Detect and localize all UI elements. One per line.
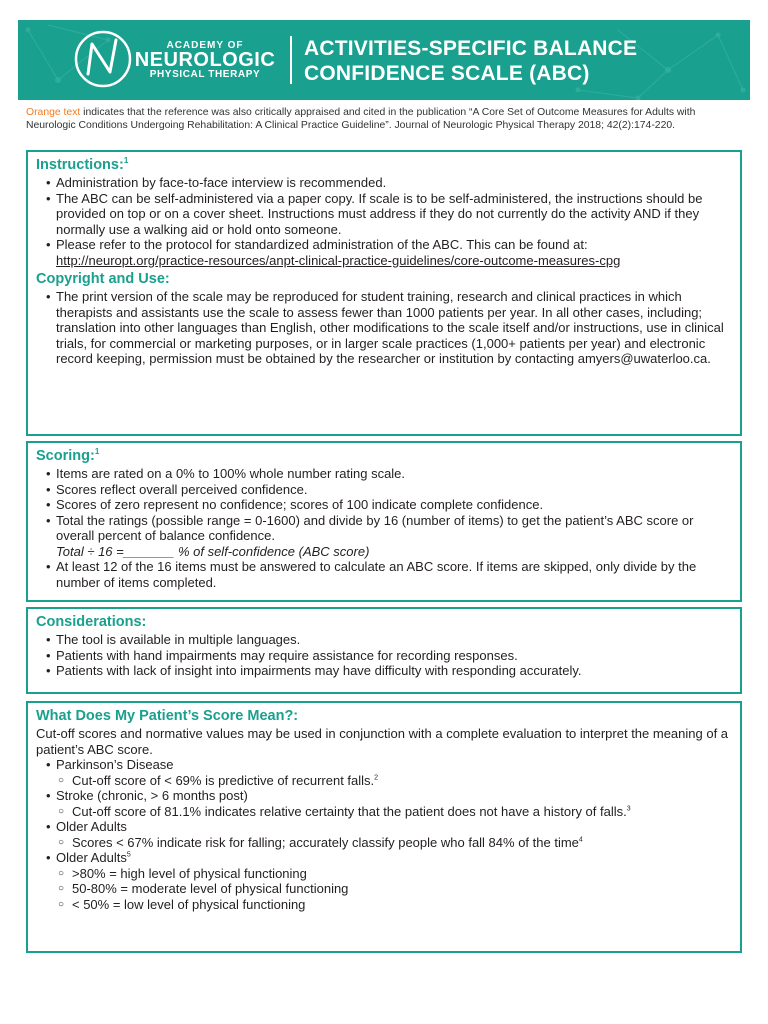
intro-note (26, 106, 742, 132)
page-title (304, 36, 637, 86)
list-item: • Older Adults$^5$ (36, 850, 732, 866)
logo-line-2: NEUROLOGIC (134, 49, 276, 71)
logo-wordmark (130, 40, 280, 80)
intro-text: indicates that the reference was also critically appraised and cited in the publication “A Core Set of Outcome Measures for Adults with Neurologic Conditions Undergoing Rehabilitation: A Clinical Practice Guideline”. Journal of Neurologic Physical Therapy 2018; 42(2):174-220. (26, 107, 696, 131)
list-item: ○ >80% = high level of physical functioning (36, 866, 732, 882)
considerations-heading: Considerations: (36, 614, 147, 630)
list-item: • The print version of the scale may be reproduced for student training, research and clinical practices in which therapists and assistants use the scale to assess fewer than 1000 patients per year. In all other cases, including; translation into other languages than English, other modifications to the scale itself and/or instructions, use in clinical trials, for commercial or marketing purposes, or in larger scale practices (1,000+ patients per year) and electronic record keeping, permission must be obtained by the researcher or institution by contacting amyers@uwaterloo.ca. (36, 289, 732, 367)
list-item: • Items are rated on a 0% to 100% whole number rating scale. (36, 466, 732, 482)
list-item: • Please refer to the protocol for standardized administration of the ABC. This can be found at: http://neuropt.org/practice-resources/anpt-clinical-practice-guidelines/core-outcome-measures-cpg (36, 237, 732, 268)
list-item: • Administration by face-to-face interview is recommended. (36, 175, 732, 191)
considerations-box (26, 607, 742, 694)
list-item: ○ 50-80% = moderate level of physical functioning (36, 881, 732, 897)
list-item: • Stroke (chronic, > 6 months post) (36, 788, 732, 804)
score-formula: Total ÷ 16 =_______ % of self-confidence (ABC score) (56, 543, 370, 559)
logo-line-1: ACADEMY OF (166, 40, 244, 51)
list-item: • Scores of zero represent no confidence; scores of 100 indicate complete confidence. (36, 497, 732, 513)
instructions-heading: Instructions:$^1$ (36, 156, 129, 173)
copyright-heading: Copyright and Use: (36, 271, 170, 287)
list-item: • Total the ratings (possible range = 0-1600) and divide by 16 (number of items) to get the patient’s ABC score or overall percent of balance confidence. Total ÷ 16 =_______ % of self-confidence (ABC score) (36, 513, 732, 560)
list-item: ○ Cut-off score of < 69% is predictive of recurrent falls.$^2$ (36, 773, 732, 789)
scoring-heading: Scoring:$^1$ (36, 447, 100, 464)
list-item: • At least 12 of the 16 items must be answered to calculate an ABC score. If items are skipped, only divide by the number of items completed. (36, 559, 732, 590)
header-banner (18, 20, 750, 100)
list-item: ○ Scores < 67% indicate risk for falling; accurately classify people who fall 84% of the time$^4$ (36, 835, 732, 851)
list-item: ○ Cut-off score of 81.1% indicates relative certainty that the patient does not have a history of falls.$^3$ (36, 804, 732, 820)
list-item: • The tool is available in multiple languages. (36, 632, 732, 648)
title-line-1: ACTIVITIES-SPECIFIC BALANCE (304, 37, 638, 60)
title-line-2: CONFIDENCE SCALE (ABC) (304, 62, 590, 85)
anpt-logo-icon (70, 26, 136, 92)
list-item: ○ < 50% = low level of physical functioning (36, 897, 732, 913)
score-meaning-intro: Cut-off scores and normative values may be used in conjunction with a complete evaluation to interpret the meaning of a patient’s ABC score. (36, 726, 729, 757)
logo-line-3: PHYSICAL THERAPY (149, 69, 261, 80)
list-item: • Older Adults (36, 819, 732, 835)
list-item: • Patients with lack of insight into impairments may have difficulty with responding accurately. (36, 663, 732, 679)
list-item: • Patients with hand impairments may require assistance for recording responses. (36, 648, 732, 664)
list-item: • Parkinson’s Disease (36, 757, 732, 773)
instructions-box (26, 150, 742, 436)
list-item: • The ABC can be self-administered via a paper copy. If scale is to be self-administered, the instructions should be provided on top or on a cover sheet. Instructions must address if they do not currently do the activity AND if they normally use a walking aid or hold onto someone. (36, 191, 732, 238)
scoring-box (26, 441, 742, 602)
list-item: • Scores reflect overall perceived confidence. (36, 482, 732, 498)
header-divider (290, 36, 292, 84)
score-meaning-box (26, 701, 742, 953)
protocol-link[interactable]: http://neuropt.org/practice-resources/anpt-clinical-practice-guidelines/core-outcome-measures-cpg (56, 252, 621, 268)
orange-text-label: Orange text (26, 107, 81, 118)
score-meaning-heading: What Does My Patient’s Score Mean?: (36, 708, 299, 724)
